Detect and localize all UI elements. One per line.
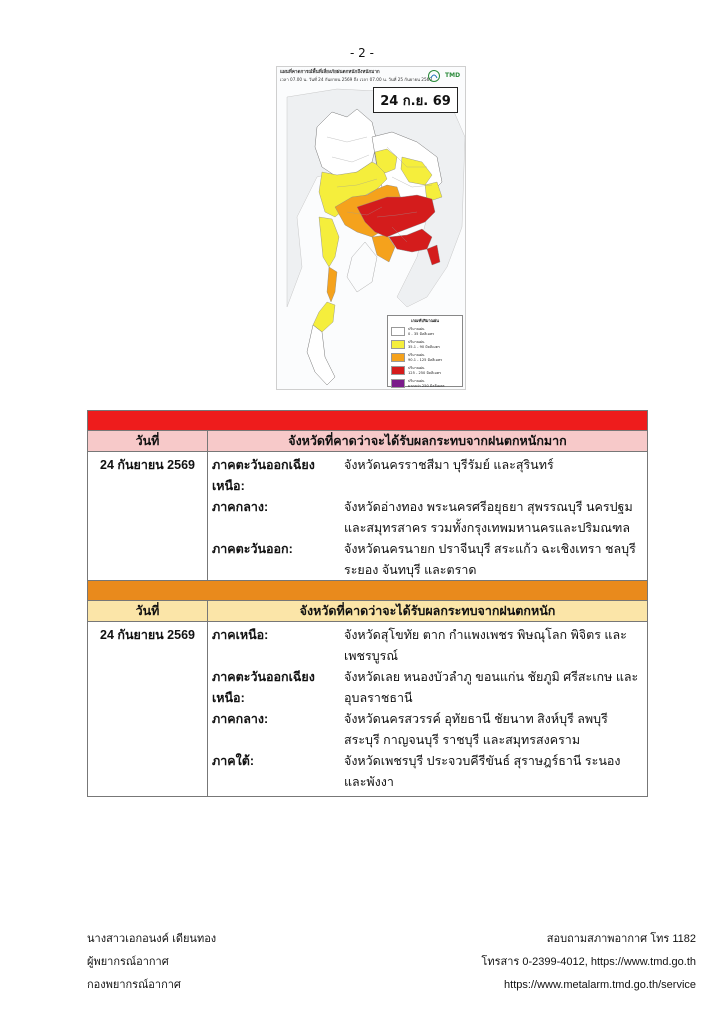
date-cell: 24 กันยายน 2569 bbox=[88, 452, 208, 585]
legend-item bbox=[391, 352, 459, 363]
legend-swatch bbox=[391, 353, 405, 362]
map-legend bbox=[387, 315, 463, 387]
region-provinces: จังหวัดสุโขทัย ตาก กำแพงเพชร พิษณุโลก พิจิตร และเพชรบูรณ์ bbox=[344, 628, 627, 663]
legend-item bbox=[391, 326, 459, 337]
legend-label: ปริมาณฝน bbox=[408, 379, 425, 384]
region-provinces: จังหวัดนครนายก ปราจีนบุรี สระแก้ว ฉะเชิงเทรา ชลบุรี ระยอง จันทบุรี และตราด bbox=[344, 542, 636, 577]
region-provinces: จังหวัดเลย หนองบัวลำภู ขอนแก่น ชัยภูมิ ศรีสะเกษ และอุบลราชธานี bbox=[344, 670, 639, 705]
table-row bbox=[88, 452, 648, 585]
very-heavy-rain-table bbox=[87, 410, 648, 585]
page-number: - 2 - bbox=[350, 46, 374, 60]
region-name: ภาคใต้: bbox=[212, 754, 255, 768]
forecaster-name: นางสาวเอกอนงค์ เดียนทอง bbox=[87, 933, 217, 945]
legend-range: มากกว่า 250 มิลลิเมตร bbox=[408, 383, 445, 388]
region-row bbox=[212, 625, 643, 667]
table-row bbox=[88, 622, 648, 797]
region-provinces: จังหวัดนครสวรรค์ อุทัยธานี ชัยนาท สิงห์บุรี ลพบุรี สระบุรี กาญจนบุรี ราชบุรี และสมุทรสงคราม bbox=[344, 712, 608, 747]
severity-bar-red bbox=[88, 411, 648, 431]
region-row bbox=[212, 709, 643, 751]
region-row bbox=[212, 751, 643, 793]
region-row bbox=[212, 667, 643, 709]
map-date-label: 24 ก.ย. 69 bbox=[373, 87, 458, 113]
heavy-rain-table bbox=[87, 580, 648, 797]
table-header-row bbox=[88, 431, 648, 452]
column-header-date: วันที่ bbox=[88, 601, 208, 622]
region-name: ภาคกลาง: bbox=[212, 500, 269, 514]
legend-range: 0 - 35 มิลลิเมตร bbox=[408, 331, 435, 336]
region-name: ภาคตะวันออก: bbox=[212, 542, 293, 556]
legend-range: 90.1 - 125 มิลลิเมตร bbox=[408, 357, 443, 362]
legend-label: ปริมาณฝน bbox=[408, 340, 425, 345]
legend-range: 35.1 - 90 มิลลิเมตร bbox=[408, 344, 440, 349]
tmd-emblem-icon bbox=[427, 69, 441, 83]
legend-item bbox=[391, 339, 459, 350]
region-provinces: จังหวัดเพชรบุรี ประจวบคีรีขันธ์ สุราษฎร์ธานี ระนอง และพังงา bbox=[344, 754, 621, 789]
column-header-provinces: จังหวัดที่คาดว่าจะได้รับผลกระทบจากฝนตกหนัก bbox=[208, 601, 648, 622]
legend-label: ปริมาณฝน bbox=[408, 353, 425, 358]
rainfall-forecast-map bbox=[276, 66, 466, 390]
region-row bbox=[212, 539, 643, 581]
region-name: ภาคเหนือ: bbox=[212, 628, 269, 642]
severity-bar-orange bbox=[88, 581, 648, 601]
forecaster-title: ผู้พยากรณ์อากาศ bbox=[87, 956, 169, 968]
legend-label: ปริมาณฝน bbox=[408, 366, 425, 371]
legend-swatch bbox=[391, 379, 405, 388]
footer-contact bbox=[481, 928, 696, 997]
column-header-provinces: จังหวัดที่คาดว่าจะได้รับผลกระทบจากฝนตกหนักมาก bbox=[208, 431, 648, 452]
region-provinces: จังหวัดอ่างทอง พระนครศรีอยุธยา สุพรรณบุรี นครปฐม และสมุทรสาคร รวมทั้งกรุงเทพมหานครและปริมณฑล bbox=[344, 500, 633, 535]
region-row bbox=[212, 455, 643, 497]
legend-item bbox=[391, 378, 459, 389]
column-header-date: วันที่ bbox=[88, 431, 208, 452]
legend-item bbox=[391, 365, 459, 376]
regions-cell bbox=[208, 452, 648, 585]
region-name: ภาคตะวันออกเฉียงเหนือ: bbox=[212, 670, 315, 705]
table-header-row bbox=[88, 601, 648, 622]
legend-range: 125 - 250 มิลลิเมตร bbox=[408, 370, 442, 375]
map-title: แผนที่คาดการณ์พื้นที่เสี่ยงภัยฝนตกหนักถึงหนักมาก bbox=[280, 70, 380, 75]
regions-cell bbox=[208, 622, 648, 797]
tmd-logo-text: TMD bbox=[445, 72, 461, 79]
date-cell: 24 กันยายน 2569 bbox=[88, 622, 208, 797]
contact-service-link[interactable]: https://www.metalarm.tmd.go.th/service bbox=[504, 979, 696, 991]
severity-bar-row bbox=[88, 411, 648, 431]
legend-swatch bbox=[391, 340, 405, 349]
contact-phone: สอบถามสภาพอากาศ โทร 1182 bbox=[546, 933, 696, 945]
region-provinces: จังหวัดนครราชสีมา บุรีรัมย์ และสุรินทร์ bbox=[344, 458, 554, 472]
region-name: ภาคตะวันออกเฉียงเหนือ: bbox=[212, 458, 315, 493]
contact-fax-website[interactable]: โทรสาร 0-2399-4012, https://www.tmd.go.th bbox=[481, 956, 696, 968]
legend-title: เกณฑ์ปริมาณฝน bbox=[411, 318, 439, 323]
legend-label: ปริมาณฝน bbox=[408, 327, 425, 332]
map-subtitle: เวลา 07.00 น. วันที่ 24 กันยายน 2569 ถึง เวลา 07.00 น. วันที่ 25 กันยายน 2569 bbox=[280, 77, 432, 82]
severity-bar-row bbox=[88, 581, 648, 601]
region-name: ภาคกลาง: bbox=[212, 712, 269, 726]
legend-swatch bbox=[391, 327, 405, 336]
forecaster-division: กองพยากรณ์อากาศ bbox=[87, 979, 181, 991]
region-row bbox=[212, 497, 643, 539]
footer-signature bbox=[87, 928, 216, 997]
legend-swatch bbox=[391, 366, 405, 375]
